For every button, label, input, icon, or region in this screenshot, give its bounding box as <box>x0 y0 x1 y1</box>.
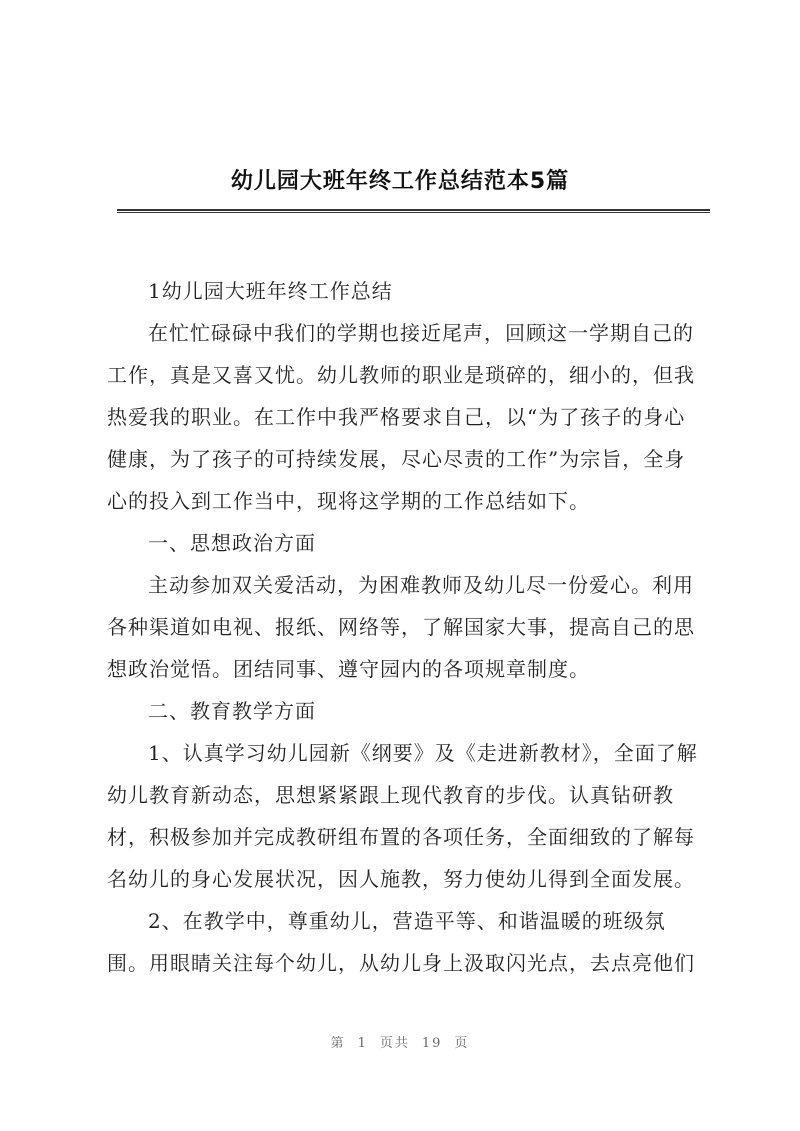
paragraph-line: 在忙忙碌碌中我们的学期也接近尾声，回顾这一学期自己的 <box>148 321 694 345</box>
page-label-suffix: 页 <box>454 1036 470 1051</box>
total-page-count: 19 <box>421 1036 443 1051</box>
paragraph-line: 热爱我的职业。在工作中我严格要求自己，以“为了孩子的身心 <box>107 405 686 429</box>
paragraph-line: 心的投入到工作当中，现将这学期的工作总结如下。 <box>107 489 590 513</box>
paragraph-line: 主动参加双关爱活动，为困难教师及幼儿尽一份爱心。利用 <box>148 573 694 597</box>
document-body <box>107 270 711 984</box>
paragraph-line: 2、在教学中，尊重幼儿，营造平等、和谐温暖的班级氛 <box>148 909 666 933</box>
current-page-number: 1 <box>357 1036 368 1051</box>
paragraph-line: 想政治觉悟。团结同事、遵守园内的各项规章制度。 <box>107 657 590 681</box>
section-heading: 1幼儿园大班年终工作总结 <box>148 279 393 303</box>
section-heading: 一、思想政治方面 <box>148 531 316 555</box>
paragraph-line: 健康，为了孩子的可持续发展，尽心尽责的工作”为宗旨，全身 <box>107 447 686 471</box>
title-divider <box>117 209 710 213</box>
section-heading: 二、教育教学方面 <box>148 699 316 723</box>
page-label-mid: 页共 <box>379 1036 410 1051</box>
page-footer <box>0 1032 800 1051</box>
paragraph-line: 围。用眼睛关注每个幼儿，从幼儿身上汲取闪光点，去点亮他们 <box>107 951 695 975</box>
paragraph-line: 各种渠道如电视、报纸、网络等，了解国家大事，提高自己的思 <box>107 615 695 639</box>
paragraph-line: 工作，真是又喜又忧。幼儿教师的职业是琐碎的，细小的，但我 <box>107 363 695 387</box>
paragraph-line: 1、认真学习幼儿园新《纲要》及《走进新教材》，全面了解 <box>148 741 698 765</box>
document-title: 幼儿园大班年终工作总结范本5篇 <box>230 169 570 194</box>
paragraph-line: 材，积极参加并完成教研组布置的各项任务，全面细致的了解每 <box>107 825 695 849</box>
paragraph-line: 幼儿教育新动态，思想紧紧跟上现代教育的步伐。认真钻研教 <box>107 783 674 807</box>
page-label-prefix: 第 <box>330 1036 346 1051</box>
paragraph-line: 名幼儿的身心发展状况，因人施教，努力使幼儿得到全面发展。 <box>107 867 695 891</box>
